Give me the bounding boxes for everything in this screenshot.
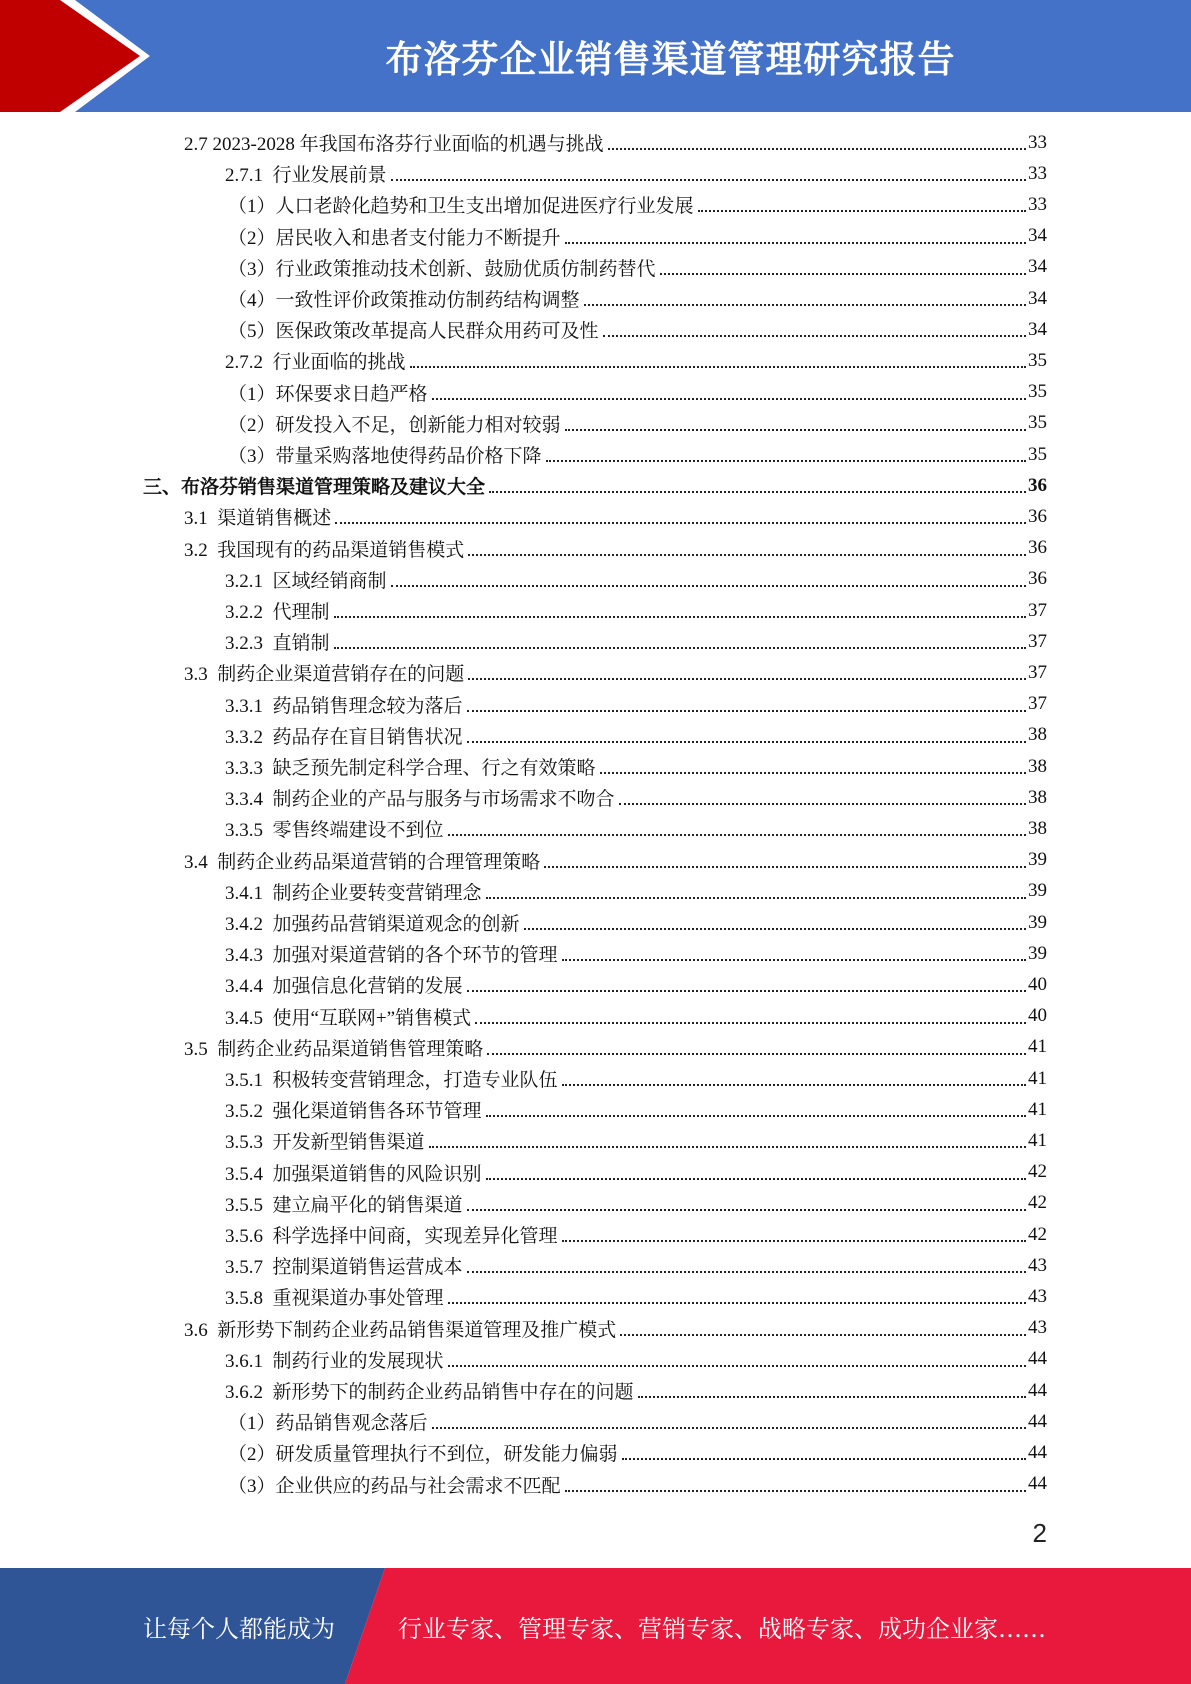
toc-page-number: 36 xyxy=(1028,568,1047,590)
toc-page-number: 39 xyxy=(1028,942,1047,964)
footer-slogan-left: 让每个人都能成为 xyxy=(143,1614,335,1643)
toc-row[interactable] xyxy=(0,408,1191,439)
toc-dot-leader xyxy=(432,1426,1026,1429)
toc-dot-leader xyxy=(486,1177,1026,1180)
toc-row[interactable] xyxy=(0,252,1191,283)
toc-dot-leader xyxy=(562,1239,1026,1242)
toc-entry xyxy=(225,751,1047,782)
toc-entry xyxy=(225,1250,1047,1281)
toc-row[interactable] xyxy=(0,720,1191,751)
toc-entry-title: 3.3.5 零售终端建设不到位 xyxy=(225,820,444,842)
toc-dot-leader xyxy=(584,303,1026,306)
toc-page-number: 36 xyxy=(1028,474,1047,496)
toc-dot-leader xyxy=(468,677,1026,680)
toc-entry xyxy=(228,283,1047,314)
toc-entry xyxy=(228,1406,1047,1437)
toc-page-number: 34 xyxy=(1028,225,1047,247)
toc-row[interactable] xyxy=(0,595,1191,626)
toc-entry xyxy=(143,470,1047,501)
toc-dot-leader xyxy=(448,833,1026,836)
toc-page-number: 41 xyxy=(1028,1067,1047,1089)
toc-row[interactable] xyxy=(0,1188,1191,1219)
toc-entry xyxy=(225,689,1047,720)
toc-row[interactable] xyxy=(0,1469,1191,1500)
toc-dot-leader xyxy=(410,365,1026,368)
toc-dot-leader xyxy=(487,1052,1026,1055)
toc-entry xyxy=(184,845,1047,876)
toc-row[interactable] xyxy=(0,439,1191,470)
toc-row[interactable] xyxy=(0,1219,1191,1250)
toc-dot-leader xyxy=(448,1364,1026,1367)
toc-entry xyxy=(225,782,1047,813)
toc-page-number: 36 xyxy=(1028,537,1047,559)
toc-dot-leader xyxy=(467,989,1026,992)
toc-page-number: 39 xyxy=(1028,911,1047,933)
toc-dot-leader xyxy=(698,209,1026,212)
toc-dot-leader xyxy=(486,1114,1026,1117)
toc-entry-title: 3.3.3 缺乏预先制定科学合理、行之有效策略 xyxy=(225,758,596,779)
toc-row[interactable] xyxy=(0,876,1191,907)
toc-entry-title: 3.4.4 加强信息化营销的发展 xyxy=(225,976,463,998)
toc-dot-leader xyxy=(467,1270,1026,1273)
toc-entry xyxy=(225,1094,1047,1125)
toc-entry xyxy=(225,626,1047,657)
toc-entry-title: 3.5.2 强化渠道销售各环节管理 xyxy=(225,1101,482,1123)
header-arrow-decoration xyxy=(0,0,160,112)
toc-page-number: 37 xyxy=(1028,661,1047,683)
toc-dot-leader xyxy=(334,615,1026,618)
toc-entry xyxy=(225,876,1047,907)
toc-row[interactable] xyxy=(0,189,1191,220)
toc-entry xyxy=(225,813,1047,844)
toc-row[interactable] xyxy=(0,470,1191,501)
toc-page-number: 40 xyxy=(1028,973,1047,995)
toc-entry-title: （2）居民收入和患者支付能力不断提升 xyxy=(228,227,561,249)
page-number: 2 xyxy=(1032,1518,1047,1548)
toc-row[interactable] xyxy=(0,689,1191,720)
toc-entry-title: 3.3 制药企业渠道营销存在的问题 xyxy=(184,664,465,686)
toc-row[interactable] xyxy=(0,1001,1191,1032)
toc-entry xyxy=(225,158,1047,189)
toc-entry xyxy=(228,1437,1047,1468)
toc-entry-title: （3）企业供应的药品与社会需求不匹配 xyxy=(228,1475,561,1497)
toc-dot-leader xyxy=(600,771,1026,774)
toc-dot-leader xyxy=(475,1021,1026,1024)
toc-dot-leader xyxy=(467,709,1026,712)
toc-entry xyxy=(225,1281,1047,1312)
toc-entry-title: （3）带量采购落地使得药品价格下降 xyxy=(228,446,542,467)
toc-page-number: 34 xyxy=(1028,256,1047,278)
toc-dot-leader xyxy=(622,1457,1026,1460)
toc-page-number: 44 xyxy=(1028,1348,1047,1370)
toc-page-number: 43 xyxy=(1028,1285,1047,1307)
toc-entry xyxy=(228,439,1047,470)
toc-page-number: 34 xyxy=(1028,318,1047,340)
toc-entry xyxy=(225,1157,1047,1188)
toc-entry xyxy=(225,595,1047,626)
toc-page-number: 35 xyxy=(1028,443,1047,465)
toc-entry-title: （1）药品销售观念落后 xyxy=(228,1413,428,1435)
toc-page-number: 42 xyxy=(1028,1161,1047,1183)
toc-row[interactable] xyxy=(0,938,1191,969)
toc-page-number: 33 xyxy=(1028,131,1047,153)
toc-dot-leader xyxy=(660,272,1026,275)
toc-row[interactable] xyxy=(0,782,1191,813)
report-title: 布洛芬企业销售渠道管理研究报告 xyxy=(385,38,956,81)
toc-row[interactable] xyxy=(0,221,1191,252)
toc-entry-title: 3.4.1 制药企业要转变营销理念 xyxy=(225,882,482,904)
toc-row[interactable] xyxy=(0,626,1191,657)
toc-dot-leader xyxy=(546,459,1026,462)
toc-page-number: 37 xyxy=(1028,693,1047,715)
footer-banner xyxy=(0,1568,1191,1684)
toc-entry-title: 2.7 2023-2028 年我国布洛芬行业面临的机遇与挑战 xyxy=(184,134,604,155)
toc-page-number: 41 xyxy=(1028,1098,1047,1120)
toc-entry-title: 3.2.1 区域经销商制 xyxy=(225,570,387,592)
toc-row[interactable] xyxy=(0,813,1191,844)
toc-entry xyxy=(225,564,1047,595)
toc-dot-leader xyxy=(391,584,1026,587)
toc-dot-leader xyxy=(565,241,1026,244)
toc-row[interactable] xyxy=(0,1313,1191,1344)
toc-entry xyxy=(225,1188,1047,1219)
toc-entry-title: （2）研发质量管理执行不到位，研发能力偏弱 xyxy=(228,1444,618,1466)
header-bar xyxy=(0,0,1191,112)
toc-entry-title: 3.5.6 科学选择中间商，实现差异化管理 xyxy=(225,1226,558,1247)
toc-entry xyxy=(184,533,1047,564)
toc-entry-title: （1）人口老龄化趋势和卫生支出增加促进医疗行业发展 xyxy=(228,196,694,218)
toc-page-number: 35 xyxy=(1028,381,1047,403)
toc-row[interactable] xyxy=(0,1032,1191,1063)
toc-entry-title: 3.5.4 加强渠道销售的风险识别 xyxy=(225,1163,482,1185)
toc-page-number: 38 xyxy=(1028,817,1047,839)
toc-page-number: 41 xyxy=(1028,1036,1047,1058)
toc-row[interactable] xyxy=(0,127,1191,158)
toc-row[interactable] xyxy=(0,845,1191,876)
toc-entry-title: 3.6 新形势下制药企业药品销售渠道管理及推广模式 xyxy=(184,1319,617,1341)
toc-entry-title: （2）研发投入不足，创新能力相对较弱 xyxy=(228,414,561,436)
toc-page-number: 36 xyxy=(1028,505,1047,527)
toc-dot-leader xyxy=(489,490,1026,493)
toc-row[interactable] xyxy=(0,969,1191,1000)
toc-row[interactable] xyxy=(0,345,1191,376)
toc-entry xyxy=(225,720,1047,751)
toc-entry xyxy=(225,345,1047,376)
toc-page-number: 38 xyxy=(1028,755,1047,777)
toc-entry xyxy=(184,657,1047,688)
toc-entry-title: 3.2 我国现有的药品渠道销售模式 xyxy=(184,539,465,561)
toc-entry-title: 三、布洛芬销售渠道管理策略及建议大全 xyxy=(143,477,486,499)
toc-page-number: 33 xyxy=(1028,193,1047,215)
toc-page-number: 42 xyxy=(1028,1192,1047,1214)
toc-dot-leader xyxy=(468,553,1026,556)
toc-entry-title: （4）一致性评价政策推动仿制药结构调整 xyxy=(228,290,580,311)
toc-row[interactable] xyxy=(0,1250,1191,1281)
toc-page-number: 43 xyxy=(1028,1317,1047,1339)
toc-dot-leader xyxy=(432,397,1026,400)
toc-entry-title: （1）环保要求日趋严格 xyxy=(228,383,428,405)
toc-dot-leader xyxy=(620,1333,1026,1336)
toc-dot-leader xyxy=(524,927,1026,930)
toc-dot-leader xyxy=(334,646,1026,649)
toc-entry xyxy=(184,1313,1047,1344)
toc-dot-leader xyxy=(467,1208,1026,1211)
toc-row[interactable] xyxy=(0,657,1191,688)
toc-entry xyxy=(184,1032,1047,1063)
toc-entry-title: （3）行业政策推动技术创新、鼓励优质仿制药替代 xyxy=(228,258,656,280)
toc-dot-leader xyxy=(448,1301,1026,1304)
toc-row[interactable] xyxy=(0,1344,1191,1375)
toc-entry-title: 3.2.2 代理制 xyxy=(225,602,330,623)
toc-entry xyxy=(228,189,1047,220)
toc-entry-title: 3.3.2 药品存在盲目销售状况 xyxy=(225,726,463,748)
toc-entry-title: 3.5.1 积极转变营销理念，打造专业队伍 xyxy=(225,1070,558,1091)
toc-entry-title: 3.2.3 直销制 xyxy=(225,633,330,655)
toc-entry xyxy=(184,127,1047,158)
toc-entry xyxy=(225,1063,1047,1094)
toc-dot-leader xyxy=(391,178,1026,181)
toc-row[interactable] xyxy=(0,1437,1191,1468)
toc-row[interactable] xyxy=(0,1281,1191,1312)
toc-dot-leader xyxy=(608,147,1026,150)
toc-row[interactable] xyxy=(0,564,1191,595)
toc-entry-title: 3.5.3 开发新型销售渠道 xyxy=(225,1132,425,1154)
toc-page-number: 39 xyxy=(1028,849,1047,871)
toc-entry-title: 2.7.2 行业面临的挑战 xyxy=(225,352,406,374)
toc-entry xyxy=(225,1344,1047,1375)
toc-entry-title: 3.4.3 加强对渠道营销的各个环节的管理 xyxy=(225,945,558,967)
toc-entry xyxy=(228,314,1047,345)
toc-page-number: 44 xyxy=(1028,1441,1047,1463)
toc-row[interactable] xyxy=(0,158,1191,189)
toc-entry xyxy=(225,938,1047,969)
toc-entry-title: 3.6.2 新形势下的制药企业药品销售中存在的问题 xyxy=(225,1382,634,1403)
toc-entry xyxy=(225,1375,1047,1406)
toc-dot-leader xyxy=(486,896,1026,899)
toc-entry xyxy=(225,969,1047,1000)
toc-row[interactable] xyxy=(0,1375,1191,1406)
toc-dot-leader xyxy=(603,334,1026,337)
toc-row[interactable] xyxy=(0,501,1191,532)
toc-page-number: 43 xyxy=(1028,1254,1047,1276)
toc-entry-title: 3.5.5 建立扁平化的销售渠道 xyxy=(225,1194,463,1216)
toc-page-number: 38 xyxy=(1028,786,1047,808)
toc-entry-title: 3.6.1 制药行业的发展现状 xyxy=(225,1350,444,1372)
footer-slogan-right: 行业专家、管理专家、营销专家、战略专家、成功企业家…… xyxy=(398,1614,1046,1643)
toc-entry-title: 3.5.7 控制渠道销售运营成本 xyxy=(225,1257,463,1279)
toc-entry xyxy=(225,1219,1047,1250)
toc-entry xyxy=(225,907,1047,938)
toc-dot-leader xyxy=(565,428,1026,431)
toc-dot-leader xyxy=(565,1489,1026,1492)
toc-entry-title: 3.4.5 使用“互联网+”销售模式 xyxy=(225,1007,472,1029)
toc-entry-title: 3.4.2 加强药品营销渠道观念的创新 xyxy=(225,914,520,935)
toc-row[interactable] xyxy=(0,533,1191,564)
toc-entry xyxy=(228,1469,1047,1500)
toc-entry-title: 3.3.1 药品销售理念较为落后 xyxy=(225,695,463,717)
toc-page-number: 44 xyxy=(1028,1379,1047,1401)
toc-page-number: 38 xyxy=(1028,724,1047,746)
toc-dot-leader xyxy=(638,1395,1026,1398)
toc-row[interactable] xyxy=(0,314,1191,345)
toc-entry-title: 3.1 渠道销售概述 xyxy=(184,508,332,530)
toc-dot-leader xyxy=(619,802,1026,805)
toc-page-number: 42 xyxy=(1028,1223,1047,1245)
toc-row[interactable] xyxy=(0,1125,1191,1156)
toc-entry-title: 3.5 制药企业药品渠道销售管理策略 xyxy=(184,1038,484,1060)
toc-dot-leader xyxy=(544,865,1026,868)
toc-row[interactable] xyxy=(0,907,1191,938)
toc-page-number: 34 xyxy=(1028,287,1047,309)
toc-row[interactable] xyxy=(0,751,1191,782)
toc-page-number: 44 xyxy=(1028,1410,1047,1432)
toc-dot-leader xyxy=(335,521,1026,524)
toc-page-number: 37 xyxy=(1028,630,1047,652)
toc-page-number: 37 xyxy=(1028,599,1047,621)
toc-entry-title: 3.5.8 重视渠道办事处管理 xyxy=(225,1288,444,1310)
toc-entry-title: （5）医保政策改革提高人民群众用药可及性 xyxy=(228,321,599,343)
toc-row[interactable] xyxy=(0,1157,1191,1188)
toc-dot-leader xyxy=(429,1145,1026,1148)
toc-page-number: 41 xyxy=(1028,1129,1047,1151)
toc-page-number: 35 xyxy=(1028,412,1047,434)
toc-page-number: 40 xyxy=(1028,1005,1047,1027)
toc-page-number: 39 xyxy=(1028,880,1047,902)
toc-page-number: 33 xyxy=(1028,162,1047,184)
toc-row[interactable] xyxy=(0,1406,1191,1437)
toc-dot-leader xyxy=(562,1083,1026,1086)
toc-entry xyxy=(228,221,1047,252)
toc-entry xyxy=(228,408,1047,439)
toc-page-number: 44 xyxy=(1028,1473,1047,1495)
toc-dot-leader xyxy=(467,740,1026,743)
toc-entry xyxy=(228,252,1047,283)
toc-row[interactable] xyxy=(0,1063,1191,1094)
toc-row[interactable] xyxy=(0,283,1191,314)
toc-dot-leader xyxy=(562,958,1026,961)
toc-row[interactable] xyxy=(0,377,1191,408)
toc-row[interactable] xyxy=(0,1094,1191,1125)
toc-entry xyxy=(228,377,1047,408)
toc-page-number: 35 xyxy=(1028,349,1047,371)
toc-entry-title: 3.3.4 制药企业的产品与服务与市场需求不吻合 xyxy=(225,789,615,811)
toc-entry xyxy=(184,501,1047,532)
toc-entry-title: 3.4 制药企业药品渠道营销的合理管理策略 xyxy=(184,851,541,873)
toc-entry xyxy=(225,1001,1047,1032)
toc-entry xyxy=(225,1125,1047,1156)
toc-entry-title: 2.7.1 行业发展前景 xyxy=(225,165,387,187)
